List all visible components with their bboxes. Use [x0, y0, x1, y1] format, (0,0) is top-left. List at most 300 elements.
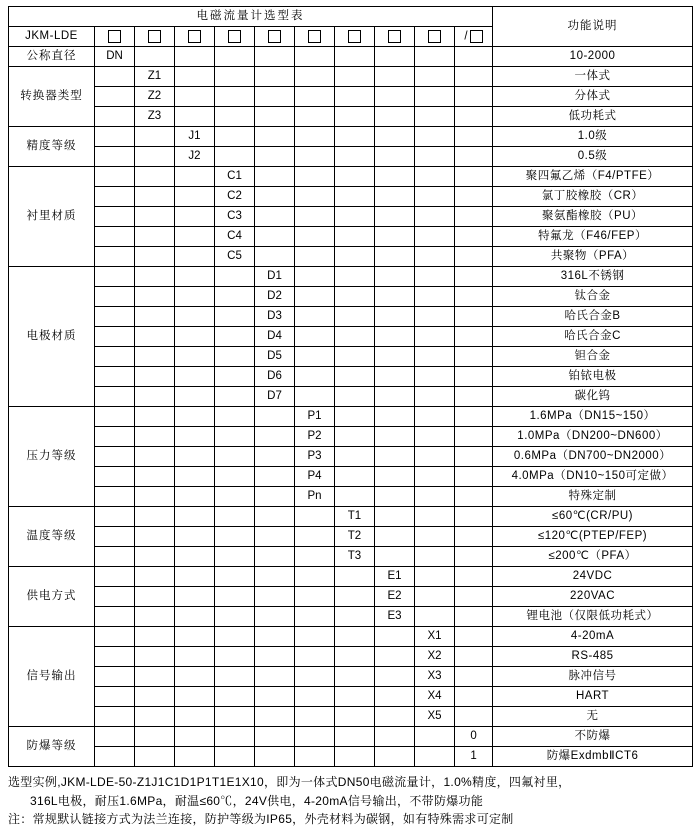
empty-cell	[335, 647, 375, 667]
code-cell[interactable]: X3	[415, 667, 455, 687]
code-cell[interactable]: C5	[215, 247, 255, 267]
empty-cell	[335, 207, 375, 227]
empty-cell	[455, 507, 493, 527]
empty-cell	[335, 47, 375, 67]
table-row	[9, 687, 693, 707]
table-row	[9, 527, 693, 547]
empty-cell	[255, 47, 295, 67]
empty-cell	[135, 187, 175, 207]
empty-cell	[175, 387, 215, 407]
empty-cell	[455, 427, 493, 447]
empty-cell	[215, 347, 255, 367]
code-cell[interactable]: E2	[375, 587, 415, 607]
code-cell[interactable]: D6	[255, 367, 295, 387]
empty-cell	[95, 267, 135, 287]
footnotes	[8, 773, 692, 829]
empty-cell	[375, 327, 415, 347]
table-row	[9, 187, 693, 207]
empty-cell	[135, 307, 175, 327]
empty-cell	[95, 427, 135, 447]
empty-cell	[95, 87, 135, 107]
empty-cell	[255, 507, 295, 527]
empty-cell	[95, 747, 135, 767]
table-row	[9, 107, 693, 127]
empty-cell	[415, 107, 455, 127]
table-row	[9, 247, 693, 267]
empty-cell	[295, 667, 335, 687]
empty-cell	[135, 267, 175, 287]
desc-cell: 分体式	[493, 87, 693, 107]
empty-cell	[215, 627, 255, 647]
empty-cell	[375, 267, 415, 287]
empty-cell	[415, 747, 455, 767]
table-row	[9, 427, 693, 447]
empty-cell	[135, 747, 175, 767]
empty-cell	[175, 367, 215, 387]
empty-cell	[375, 687, 415, 707]
empty-cell	[375, 387, 415, 407]
empty-cell	[415, 507, 455, 527]
code-cell[interactable]: C1	[215, 167, 255, 187]
empty-cell	[135, 227, 175, 247]
empty-cell	[215, 707, 255, 727]
empty-cell	[255, 627, 295, 647]
empty-cell	[335, 747, 375, 767]
empty-cell	[95, 67, 135, 87]
desc-cell: 特殊定制	[493, 487, 693, 507]
empty-cell	[255, 187, 295, 207]
code-cell[interactable]: D1	[255, 267, 295, 287]
empty-cell	[215, 407, 255, 427]
empty-cell	[295, 207, 335, 227]
empty-cell	[175, 407, 215, 427]
empty-cell	[135, 147, 175, 167]
code-cell[interactable]: P1	[295, 407, 335, 427]
empty-cell	[295, 527, 335, 547]
empty-cell	[215, 567, 255, 587]
empty-cell	[255, 447, 295, 467]
model-checkbox-8[interactable]	[375, 27, 415, 47]
empty-cell	[135, 427, 175, 447]
empty-cell	[455, 307, 493, 327]
checkbox-icon	[308, 30, 321, 43]
checkbox-icon	[268, 30, 281, 43]
empty-cell	[295, 87, 335, 107]
model-checkbox-7[interactable]	[335, 27, 375, 47]
empty-cell	[455, 167, 493, 187]
empty-cell	[255, 567, 295, 587]
empty-cell	[95, 387, 135, 407]
empty-cell	[95, 607, 135, 627]
empty-cell	[455, 267, 493, 287]
empty-cell	[415, 607, 455, 627]
desc-cell: 防爆ExdmbⅡCT6	[493, 747, 693, 767]
empty-cell	[215, 447, 255, 467]
empty-cell	[415, 247, 455, 267]
empty-cell	[95, 227, 135, 247]
empty-cell	[175, 567, 215, 587]
empty-cell	[415, 287, 455, 307]
row-label-7: 供电方式	[9, 567, 95, 627]
empty-cell	[415, 87, 455, 107]
empty-cell	[215, 367, 255, 387]
table-row	[9, 727, 693, 747]
checkbox-icon	[108, 30, 121, 43]
empty-cell	[135, 387, 175, 407]
model-checkbox-4[interactable]	[215, 27, 255, 47]
model-checkbox-1[interactable]	[95, 27, 135, 47]
desc-cell: 4.0MPa（DN10~150可定做）	[493, 467, 693, 487]
checkbox-icon	[148, 30, 161, 43]
desc-cell: 氯丁胶橡胶（CR）	[493, 187, 693, 207]
empty-cell	[215, 727, 255, 747]
empty-cell	[215, 587, 255, 607]
empty-cell	[455, 667, 493, 687]
code-cell[interactable]: D7	[255, 387, 295, 407]
empty-cell	[415, 207, 455, 227]
empty-cell	[295, 127, 335, 147]
empty-cell	[375, 487, 415, 507]
table-row	[9, 47, 693, 67]
code-cell[interactable]: C2	[215, 187, 255, 207]
checkbox-icon	[348, 30, 361, 43]
empty-cell	[135, 507, 175, 527]
code-cell[interactable]: DN	[95, 47, 135, 67]
empty-cell	[95, 107, 135, 127]
table-row	[9, 547, 693, 567]
empty-cell	[215, 147, 255, 167]
empty-cell	[255, 707, 295, 727]
model-checkbox-5[interactable]	[255, 27, 295, 47]
empty-cell	[255, 207, 295, 227]
desc-cell: 聚氨酯橡胶（PU）	[493, 207, 693, 227]
empty-cell	[415, 467, 455, 487]
empty-cell	[295, 167, 335, 187]
empty-cell	[375, 127, 415, 147]
desc-cell: 0.6MPa（DN700~DN2000）	[493, 447, 693, 467]
empty-cell	[375, 107, 415, 127]
empty-cell	[255, 147, 295, 167]
empty-cell	[135, 287, 175, 307]
empty-cell	[175, 207, 215, 227]
empty-cell	[135, 467, 175, 487]
empty-cell	[415, 327, 455, 347]
checkbox-icon	[470, 30, 483, 43]
empty-cell	[375, 347, 415, 367]
empty-cell	[215, 287, 255, 307]
empty-cell	[215, 267, 255, 287]
desc-cell: 碳化钨	[493, 387, 693, 407]
empty-cell	[375, 447, 415, 467]
empty-cell	[455, 287, 493, 307]
empty-cell	[375, 47, 415, 67]
row-label-0: 公称直径	[9, 47, 95, 67]
sheet-title: 电磁流量计选型表	[9, 7, 493, 27]
empty-cell	[295, 107, 335, 127]
empty-cell	[175, 547, 215, 567]
code-cell[interactable]: Z1	[135, 67, 175, 87]
model-slash-checkbox[interactable]	[455, 27, 493, 47]
empty-cell	[175, 167, 215, 187]
code-cell[interactable]: 0	[455, 727, 493, 747]
table-row	[9, 747, 693, 767]
code-cell[interactable]: D2	[255, 287, 295, 307]
empty-cell	[455, 547, 493, 567]
empty-cell	[415, 447, 455, 467]
code-cell[interactable]: Z2	[135, 87, 175, 107]
code-cell[interactable]: D3	[255, 307, 295, 327]
empty-cell	[175, 247, 215, 267]
code-cell[interactable]: D4	[255, 327, 295, 347]
code-cell[interactable]: P4	[295, 467, 335, 487]
empty-cell	[375, 467, 415, 487]
code-cell[interactable]: 1	[455, 747, 493, 767]
table-header-row	[9, 7, 693, 27]
empty-cell	[215, 107, 255, 127]
empty-cell	[375, 187, 415, 207]
empty-cell	[375, 427, 415, 447]
empty-cell	[175, 307, 215, 327]
empty-cell	[95, 527, 135, 547]
empty-cell	[375, 167, 415, 187]
desc-cell: 不防爆	[493, 727, 693, 747]
row-label-3: 衬里材质	[9, 167, 95, 267]
model-checkbox-6[interactable]	[295, 27, 335, 47]
empty-cell	[215, 607, 255, 627]
empty-cell	[295, 47, 335, 67]
code-cell[interactable]: Z3	[135, 107, 175, 127]
code-cell[interactable]: T2	[335, 527, 375, 547]
empty-cell	[215, 87, 255, 107]
empty-cell	[215, 547, 255, 567]
desc-cell: 4-20mA	[493, 627, 693, 647]
code-cell[interactable]: P2	[295, 427, 335, 447]
empty-cell	[295, 647, 335, 667]
table-row	[9, 607, 693, 627]
model-checkbox-3[interactable]	[175, 27, 215, 47]
empty-cell	[175, 227, 215, 247]
empty-cell	[335, 107, 375, 127]
empty-cell	[255, 587, 295, 607]
empty-cell	[415, 567, 455, 587]
empty-cell	[295, 687, 335, 707]
empty-cell	[95, 627, 135, 647]
desc-cell: 1.0级	[493, 127, 693, 147]
table-row	[9, 67, 693, 87]
table-row	[9, 487, 693, 507]
desc-cell: 低功耗式	[493, 107, 693, 127]
empty-cell	[135, 207, 175, 227]
empty-cell	[335, 467, 375, 487]
table-row	[9, 567, 693, 587]
empty-cell	[375, 207, 415, 227]
empty-cell	[255, 647, 295, 667]
code-cell[interactable]: X5	[415, 707, 455, 727]
empty-cell	[335, 67, 375, 87]
empty-cell	[455, 187, 493, 207]
empty-cell	[455, 687, 493, 707]
code-cell[interactable]: Pn	[295, 487, 335, 507]
empty-cell	[455, 607, 493, 627]
empty-cell	[95, 707, 135, 727]
code-cell[interactable]: X1	[415, 627, 455, 647]
desc-cell: 特氟龙（F46/FEP）	[493, 227, 693, 247]
empty-cell	[135, 327, 175, 347]
empty-cell	[415, 407, 455, 427]
empty-cell	[455, 127, 493, 147]
desc-cell: 1.0MPa（DN200~DN600）	[493, 427, 693, 447]
table-row	[9, 307, 693, 327]
checkbox-icon	[188, 30, 201, 43]
empty-cell	[95, 507, 135, 527]
code-cell[interactable]: X2	[415, 647, 455, 667]
model-checkbox-9[interactable]	[415, 27, 455, 47]
empty-cell	[415, 267, 455, 287]
empty-cell	[375, 407, 415, 427]
function-description-header: 功能说明	[493, 7, 693, 47]
table-row	[9, 267, 693, 287]
empty-cell	[375, 67, 415, 87]
empty-cell	[335, 127, 375, 147]
table-row	[9, 347, 693, 367]
code-cell[interactable]: C4	[215, 227, 255, 247]
empty-cell	[415, 527, 455, 547]
empty-cell	[375, 367, 415, 387]
row-label-9: 防爆等级	[9, 727, 95, 767]
empty-cell	[255, 527, 295, 547]
empty-cell	[295, 227, 335, 247]
empty-cell	[295, 607, 335, 627]
empty-cell	[455, 247, 493, 267]
code-cell[interactable]: E3	[375, 607, 415, 627]
empty-cell	[95, 187, 135, 207]
empty-cell	[295, 727, 335, 747]
empty-cell	[95, 167, 135, 187]
empty-cell	[415, 427, 455, 447]
empty-cell	[135, 567, 175, 587]
empty-cell	[215, 467, 255, 487]
code-cell[interactable]: J1	[175, 127, 215, 147]
empty-cell	[215, 527, 255, 547]
empty-cell	[175, 327, 215, 347]
spec-table	[8, 6, 693, 767]
empty-cell	[295, 147, 335, 167]
row-label-5: 压力等级	[9, 407, 95, 507]
code-cell[interactable]: T1	[335, 507, 375, 527]
table-row	[9, 327, 693, 347]
desc-cell: 铂铱电极	[493, 367, 693, 387]
empty-cell	[415, 727, 455, 747]
empty-cell	[375, 547, 415, 567]
empty-cell	[135, 527, 175, 547]
empty-cell	[215, 427, 255, 447]
empty-cell	[255, 467, 295, 487]
code-cell[interactable]: J2	[175, 147, 215, 167]
empty-cell	[255, 227, 295, 247]
empty-cell	[95, 327, 135, 347]
empty-cell	[295, 267, 335, 287]
empty-cell	[215, 487, 255, 507]
empty-cell	[95, 207, 135, 227]
empty-cell	[295, 707, 335, 727]
empty-cell	[295, 287, 335, 307]
empty-cell	[175, 527, 215, 547]
empty-cell	[175, 287, 215, 307]
empty-cell	[335, 347, 375, 367]
empty-cell	[175, 187, 215, 207]
slash-separator: /	[464, 30, 468, 43]
empty-cell	[335, 487, 375, 507]
empty-cell	[255, 247, 295, 267]
empty-cell	[175, 87, 215, 107]
code-cell[interactable]: E1	[375, 567, 415, 587]
empty-cell	[255, 127, 295, 147]
empty-cell	[415, 587, 455, 607]
empty-cell	[375, 307, 415, 327]
empty-cell	[375, 667, 415, 687]
empty-cell	[95, 647, 135, 667]
empty-cell	[455, 47, 493, 67]
desc-cell: ≤60℃(CR/PU)	[493, 507, 693, 527]
code-cell[interactable]: C3	[215, 207, 255, 227]
empty-cell	[135, 167, 175, 187]
empty-cell	[95, 487, 135, 507]
empty-cell	[415, 187, 455, 207]
empty-cell	[455, 487, 493, 507]
desc-cell: 钽合金	[493, 347, 693, 367]
desc-cell: ≤200℃（PFA）	[493, 547, 693, 567]
footnote-note: 注：常规默认链接方式为法兰连接，防护等级为IP65，外壳材料为碳钢，如有特殊需求可定制	[8, 812, 514, 827]
empty-cell	[255, 67, 295, 87]
empty-cell	[255, 87, 295, 107]
empty-cell	[135, 707, 175, 727]
empty-cell	[295, 387, 335, 407]
empty-cell	[335, 227, 375, 247]
code-cell[interactable]: D5	[255, 347, 295, 367]
code-cell[interactable]: T3	[335, 547, 375, 567]
empty-cell	[95, 567, 135, 587]
code-cell[interactable]: P3	[295, 447, 335, 467]
empty-cell	[175, 487, 215, 507]
empty-cell	[335, 367, 375, 387]
empty-cell	[455, 327, 493, 347]
table-row	[9, 667, 693, 687]
empty-cell	[135, 587, 175, 607]
empty-cell	[335, 287, 375, 307]
empty-cell	[415, 67, 455, 87]
empty-cell	[335, 147, 375, 167]
empty-cell	[295, 307, 335, 327]
empty-cell	[335, 427, 375, 447]
model-checkbox-2[interactable]	[135, 27, 175, 47]
empty-cell	[95, 687, 135, 707]
empty-cell	[335, 667, 375, 687]
empty-cell	[415, 487, 455, 507]
desc-cell: 聚四氟乙烯（F4/PTFE）	[493, 167, 693, 187]
empty-cell	[455, 347, 493, 367]
empty-cell	[175, 667, 215, 687]
empty-cell	[335, 87, 375, 107]
empty-cell	[255, 687, 295, 707]
empty-cell	[95, 367, 135, 387]
empty-cell	[335, 707, 375, 727]
desc-cell: 1.6MPa（DN15~150）	[493, 407, 693, 427]
code-cell[interactable]: X4	[415, 687, 455, 707]
empty-cell	[175, 347, 215, 367]
empty-cell	[255, 747, 295, 767]
empty-cell	[415, 367, 455, 387]
empty-cell	[135, 487, 175, 507]
